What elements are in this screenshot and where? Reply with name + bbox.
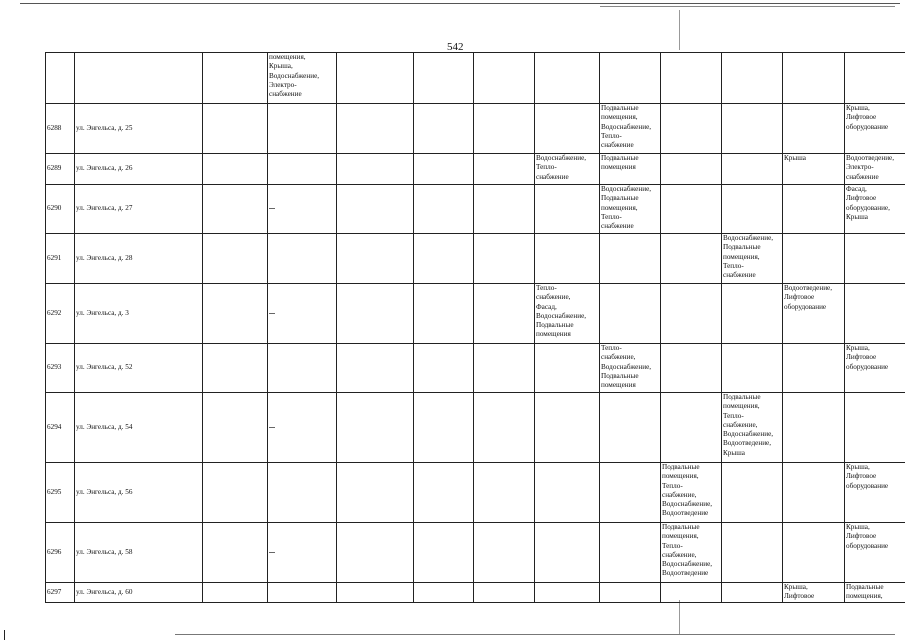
work-item: Крыша, [846,523,870,531]
table-cell [46,53,75,104]
work-item: Водоснабжение, [601,185,652,193]
work-item: Крыша, [784,583,808,591]
table-cell [783,104,845,154]
work-item: Крыша, [269,62,293,71]
work-item: Крыша, [846,463,870,471]
table-cell [845,344,905,393]
table-cell [203,185,268,234]
address: ул. Энгельса, д. 28 [75,234,203,284]
work-item: Водоснабжение, [662,560,713,569]
table-cell [474,185,535,234]
table-cell [203,53,268,104]
table-cell [474,234,535,284]
work-item: Тепло- [601,131,622,140]
record-number: 6289 [46,154,75,185]
table-cell [535,234,600,284]
table-cell [845,154,905,185]
table-cell [474,344,535,393]
table-cell [783,344,845,393]
address: ул. Энгельса, д. 3 [75,284,203,344]
table-cell [845,393,905,463]
table-cell [661,344,722,393]
table-cell [722,583,783,603]
work-item: Подвальные [662,463,700,471]
work-item: Тепло- [601,344,622,352]
table-cell [337,523,414,583]
table-cell [337,104,414,154]
table-cell [600,104,661,154]
work-item: Крыша, [846,104,870,112]
table-cell [783,154,845,185]
table-cell [535,53,600,104]
scan-mark [269,208,275,209]
table-cell [661,104,722,154]
work-item: помещения, [846,592,883,601]
table-cell [535,185,600,234]
table-cell [783,284,845,344]
work-item: снабжение [601,222,634,231]
work-item: помещения, [601,203,638,212]
table-cell [535,583,600,603]
work-item: помещения [601,163,636,172]
table-cell [203,154,268,185]
work-item: Лифтовое [846,353,877,362]
table-cell [535,463,600,523]
work-item: снабжение [723,271,756,280]
work-item: Водоснабжение, [723,430,774,439]
table-cell [268,393,337,463]
table-cell [783,523,845,583]
work-item: Водоотведение, [846,154,895,162]
work-item: помещения [601,381,636,390]
table-cell [474,393,535,463]
table-cell [337,583,414,603]
table-row [46,284,905,344]
scan-edge-top [20,3,900,4]
table-cell [845,523,905,583]
table-cell [661,583,722,603]
table-row [46,154,905,185]
table-cell [337,284,414,344]
work-item: помещения, [662,532,699,541]
table-cell [203,344,268,393]
work-item: Водоснабжение, [536,154,587,162]
table-row [46,393,905,463]
work-item: Крыша [846,212,868,221]
work-item: снабжение, [601,353,636,362]
work-item: снабжение [601,141,634,150]
table-cell [661,53,722,104]
table-cell [268,185,337,234]
table-row-continuation [46,53,905,104]
table-cell [535,284,600,344]
table-cell [661,393,722,463]
scan-mark [269,427,275,428]
work-item: Водоотведение [662,509,709,518]
fold-mark [679,10,680,50]
table-row [46,583,905,603]
record-number: 6294 [46,393,75,463]
table-cell [845,104,905,154]
table-cell [414,583,474,603]
table-cell [600,234,661,284]
table-cell [600,463,661,523]
work-item: Тепло- [662,541,683,550]
table-cell [268,234,337,284]
table-cell [600,523,661,583]
table-cell [268,104,337,154]
work-item: помещения, [269,53,306,61]
work-item: Лифтовое [784,293,815,302]
record-number: 6291 [46,234,75,284]
repair-schedule-table [45,52,905,603]
table-cell [268,284,337,344]
table-row [46,344,905,393]
scan-mark-left [4,630,5,640]
table-cell [661,154,722,185]
table-cell [337,154,414,185]
table-row [46,234,905,284]
scan-edge-top-secondary [600,6,895,7]
table-row [46,104,905,154]
work-item: оборудование [846,481,889,490]
work-item: Крыша, [846,344,870,352]
record-number: 6297 [46,583,75,603]
table-row [46,463,905,523]
work-item: Водоотведение, [784,284,833,292]
work-item: Водоотведение [662,569,709,578]
work-item: Крыша [723,448,745,457]
address: ул. Энгельса, д. 58 [75,523,203,583]
table-cell [268,523,337,583]
table-cell [535,154,600,185]
table-cell [535,344,600,393]
table-cell [414,523,474,583]
table-cell [661,463,722,523]
work-item: Водоснабжение, [269,71,320,80]
work-item: Подвальные [601,104,639,112]
record-number: 6292 [46,284,75,344]
work-item: Крыша [784,154,806,162]
table-cell [722,393,783,463]
work-item: Водоснабжение, [536,311,587,320]
work-item: помещения, [662,472,699,481]
table-cell [600,583,661,603]
table-cell [414,104,474,154]
table-cell [783,463,845,523]
table-body [46,53,905,603]
table-cell [474,284,535,344]
work-item: Водоснабжение, [662,500,713,509]
table-cell [722,185,783,234]
table-cell [337,463,414,523]
table-cell [474,53,535,104]
work-item: Тепло- [536,284,557,292]
table-cell [474,583,535,603]
record-number: 6288 [46,104,75,154]
table-cell [600,185,661,234]
work-item: Подвальные [662,523,700,531]
address: ул. Энгельса, д. 56 [75,463,203,523]
table-cell [414,344,474,393]
table-cell [203,393,268,463]
work-item: Подвальные [846,583,884,591]
table-cell [337,185,414,234]
table-cell [337,393,414,463]
record-number: 6296 [46,523,75,583]
table-cell [722,154,783,185]
table-cell [845,185,905,234]
table-cell [845,463,905,523]
scan-mark [269,313,275,314]
table-cell [845,53,905,104]
work-item: оборудование [784,302,827,311]
table-cell [414,463,474,523]
table-cell [722,284,783,344]
work-item: Тепло- [723,261,744,270]
table-cell [203,234,268,284]
work-item: Лифтовое [846,472,877,481]
table-cell [783,53,845,104]
table-cell [414,53,474,104]
work-item: Фасад, [536,302,557,311]
work-item: Подвальные [536,321,574,330]
table-cell [535,104,600,154]
table-cell [722,53,783,104]
table-cell [535,393,600,463]
address: ул. Энгельса, д. 27 [75,185,203,234]
table-cell [268,154,337,185]
table-cell [203,523,268,583]
work-item: Лифтовое [846,113,877,122]
work-item: снабжение [269,90,302,99]
work-item: снабжение, [662,550,697,559]
work-item: оборудование [846,362,889,371]
fold-mark [679,600,680,634]
work-item: снабжение [536,172,569,181]
work-item: Лифтовое [784,592,815,601]
work-item: снабжение, [662,490,697,499]
work-item: Тепло- [662,481,683,490]
table-row [46,185,905,234]
table-cell [203,284,268,344]
table-cell [474,104,535,154]
table-cell [337,344,414,393]
table-cell [783,185,845,234]
work-item: Водоснабжение, [601,122,652,131]
address: ул. Энгельса, д. 52 [75,344,203,393]
table-cell [203,583,268,603]
table-cell [600,154,661,185]
work-item: Подвальные [723,243,761,252]
table-cell [268,463,337,523]
table-cell [722,463,783,523]
table-cell [845,583,905,603]
work-item: снабжение, [723,420,758,429]
work-item: Лифтовое [846,194,877,203]
work-item: Водоснабжение, [723,234,774,242]
table-cell [845,284,905,344]
page-number: 542 [447,41,464,53]
work-item: Тепло- [536,163,557,172]
table-cell [783,234,845,284]
work-item: оборудование [846,541,889,550]
table-cell [414,234,474,284]
work-item: помещения, [723,252,760,261]
table-cell [661,234,722,284]
table-cell [600,344,661,393]
table-cell [600,393,661,463]
work-item: Тепло- [723,411,744,420]
table-cell [722,234,783,284]
scan-mark [269,552,275,553]
work-item: Подвальные [601,154,639,162]
table-cell [414,284,474,344]
work-item: Фасад, [846,185,867,193]
table-cell [722,104,783,154]
work-item: Тепло- [601,212,622,221]
table-cell [535,523,600,583]
table-cell [75,53,203,104]
work-item: Подвальные [601,371,639,380]
work-item: Подвальные [601,194,639,203]
record-number: 6293 [46,344,75,393]
table-cell [203,104,268,154]
address: ул. Энгельса, д. 26 [75,154,203,185]
address: ул. Энгельса, д. 60 [75,583,203,603]
work-item: снабжение [846,172,879,181]
work-item: снабжение, [536,293,571,302]
work-item: Подвальные [723,393,761,401]
table-cell [661,185,722,234]
work-item: оборудование, [846,203,890,212]
table-cell [268,344,337,393]
work-item: помещения, [601,113,638,122]
scan-edge-bottom [175,634,895,635]
table-cell [337,234,414,284]
table-cell [414,154,474,185]
work-item: помещения, [723,402,760,411]
table-cell [661,523,722,583]
table-cell [414,185,474,234]
table-cell [203,463,268,523]
table-cell [783,583,845,603]
table-cell [783,393,845,463]
work-item: Электро- [269,80,297,89]
work-item: оборудование [846,122,889,131]
table-cell [474,523,535,583]
table-cell [845,234,905,284]
table-cell [600,284,661,344]
table-cell [722,344,783,393]
record-number: 6295 [46,463,75,523]
work-item: Водоснабжение, [601,362,652,371]
work-item: Водоотведение, [723,439,772,448]
record-number: 6290 [46,185,75,234]
work-item: Электро- [846,163,874,172]
table-cell [474,154,535,185]
table-cell [722,523,783,583]
table-cell [600,53,661,104]
table-row [46,523,905,583]
table-cell [268,583,337,603]
work-item: помещения [536,330,571,339]
table-cell [661,284,722,344]
table-cell [337,53,414,104]
table-cell [414,393,474,463]
address: ул. Энгельса, д. 54 [75,393,203,463]
address: ул. Энгельса, д. 25 [75,104,203,154]
work-item: Лифтовое [846,532,877,541]
table-cell [474,463,535,523]
table-cell [268,53,337,104]
